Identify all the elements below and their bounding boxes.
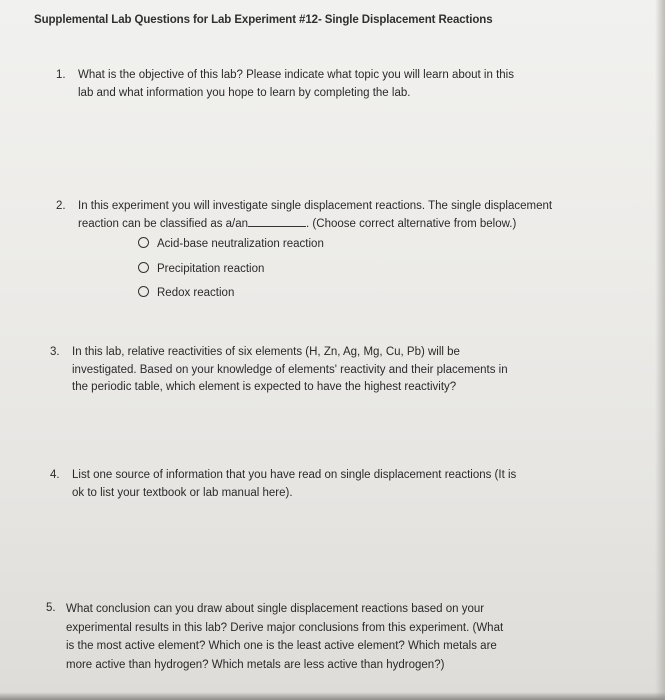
option-label: Acid-base neutralization reaction bbox=[157, 238, 324, 250]
question-4 bbox=[50, 467, 610, 502]
question-3 bbox=[50, 344, 610, 397]
answer-blank[interactable] bbox=[248, 216, 306, 227]
question-1 bbox=[56, 67, 596, 102]
question-line: In this lab, relative reactivities of six elements (H, Zn, Ag, Mg, Cu, Pb) will be bbox=[72, 346, 460, 358]
question-number: 5. bbox=[46, 602, 56, 614]
question-number: 4. bbox=[50, 469, 60, 481]
page-bottom-shadow bbox=[0, 692, 665, 700]
document-title: Supplemental Lab Questions for Lab Experiment #12- Single Displacement Reactions bbox=[34, 14, 493, 26]
question-line: experimental results in this lab? Derive major conclusions from this experiment. (What bbox=[66, 621, 504, 634]
question-line-start: reaction can be classified as a/an bbox=[78, 217, 249, 230]
question-5 bbox=[46, 600, 616, 674]
question-text bbox=[72, 467, 610, 502]
option-precipitation[interactable] bbox=[138, 261, 324, 286]
radio-circle-icon[interactable] bbox=[138, 286, 149, 297]
question-line: the periodic table, which element is expected to have the highest reactivity? bbox=[72, 381, 457, 393]
question-text bbox=[78, 198, 596, 233]
question-2 bbox=[56, 198, 596, 233]
question-number: 2. bbox=[56, 200, 66, 212]
question-line: is the most active element? Which one is the least active element? Which metals are bbox=[66, 640, 497, 652]
radio-circle-icon[interactable] bbox=[138, 237, 149, 248]
option-label: Precipitation reaction bbox=[157, 262, 265, 275]
question-text bbox=[78, 67, 596, 102]
question-line: What is the objective of this lab? Please indicate what topic you will learn about in this bbox=[78, 69, 514, 81]
page-edge-shadow bbox=[655, 0, 665, 700]
question-number: 3. bbox=[50, 346, 60, 358]
question-line: In this experiment you will investigate single displacement reactions. The single displacement bbox=[78, 200, 553, 212]
question-line: ok to list your textbook or lab manual here). bbox=[72, 486, 293, 499]
radio-circle-icon[interactable] bbox=[138, 262, 149, 273]
question-line: lab and what information you hope to learn by completing the lab. bbox=[78, 86, 411, 99]
option-acid-base[interactable] bbox=[138, 236, 324, 261]
answer-options bbox=[138, 236, 324, 310]
question-line: investigated. Based on your knowledge of elements' reactivity and their placements in bbox=[72, 363, 508, 376]
question-text bbox=[66, 600, 616, 674]
question-number: 1. bbox=[56, 69, 66, 81]
option-redox[interactable] bbox=[138, 285, 324, 310]
question-line bbox=[78, 216, 596, 234]
option-label: Redox reaction bbox=[157, 287, 235, 299]
question-line: List one source of information that you have read on single displacement reactions (It is bbox=[72, 469, 517, 481]
question-line: more active than hydrogen? Which metals are less active than hydrogen?) bbox=[66, 658, 445, 671]
question-line-end: . (Choose correct alternative from below.) bbox=[306, 217, 517, 230]
question-line: What conclusion can you draw about single displacement reactions based on your bbox=[66, 603, 485, 615]
question-text bbox=[72, 344, 610, 397]
